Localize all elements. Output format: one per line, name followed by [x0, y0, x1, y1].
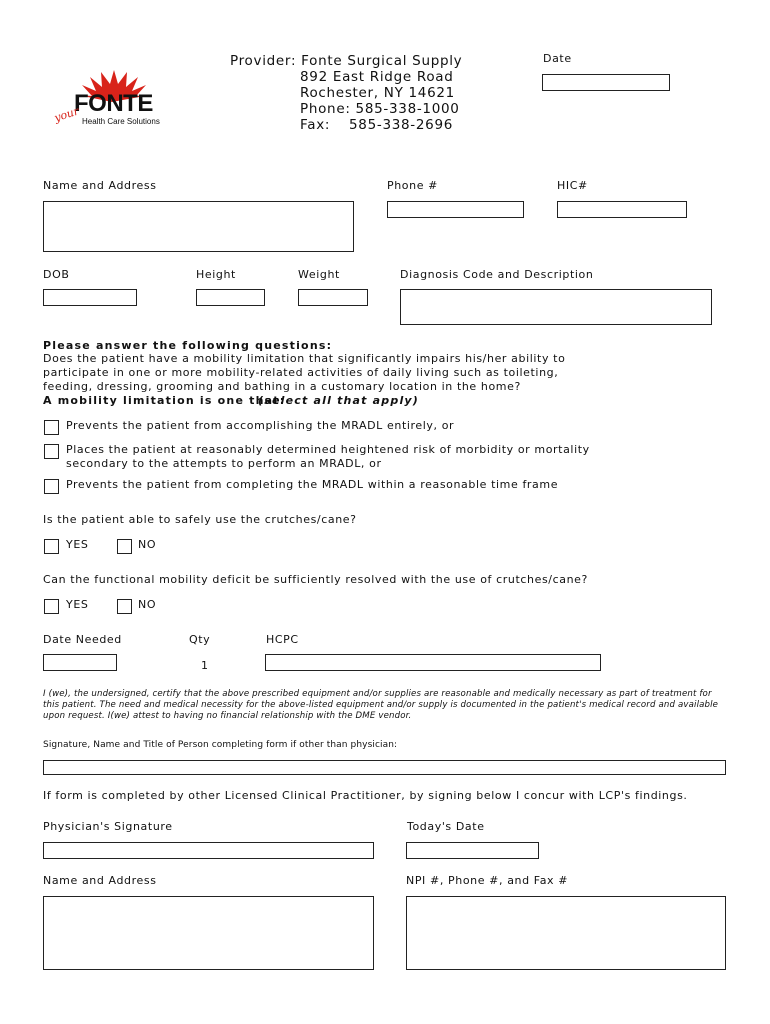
name-address-label: Name and Address [43, 179, 157, 192]
diagnosis-label: Diagnosis Code and Description [400, 268, 594, 281]
date-needed-label: Date Needed [43, 633, 122, 646]
height-label: Height [196, 268, 236, 281]
provider-fax-label: Fax: [300, 117, 331, 133]
npi-field[interactable] [406, 896, 726, 970]
date-label: Date [543, 52, 572, 65]
name-address-field[interactable] [43, 201, 354, 252]
q1-no-label: NO [138, 538, 157, 551]
lcp-note: If form is completed by other Licensed Clinical Practitioner, by signing below I concur with LCP's findings. [43, 789, 688, 802]
date-field[interactable] [542, 74, 670, 91]
date-needed-field[interactable] [43, 654, 117, 671]
option-3-text: Prevents the patient from completing the MRADL within a reasonable time frame [66, 478, 559, 491]
other-signature-field[interactable] [43, 760, 726, 775]
todays-date-field[interactable] [406, 842, 539, 859]
q1-yes-label: YES [66, 538, 89, 551]
q2-no-label: NO [138, 598, 157, 611]
hic-label: HIC# [557, 179, 588, 192]
physician-signature-field[interactable] [43, 842, 374, 859]
dob-field[interactable] [43, 289, 137, 306]
logo-script: your [52, 104, 81, 125]
q2-yes-checkbox[interactable] [44, 599, 59, 614]
physician-name-address-field[interactable] [43, 896, 374, 970]
provider-street: 892 East Ridge Road [300, 69, 454, 85]
todays-date-label: Today's Date [407, 820, 485, 833]
crutches-question: Is the patient able to safely use the crutches/cane? [43, 513, 357, 526]
logo-brand: FONTE [74, 90, 153, 117]
company-logo [52, 68, 177, 130]
weight-label: Weight [298, 268, 340, 281]
phone-field[interactable] [387, 201, 524, 218]
height-field[interactable] [196, 289, 265, 306]
npi-label: NPI #, Phone #, and Fax # [406, 874, 569, 887]
provider-fax-number: 585-338-2696 [349, 117, 454, 133]
select-note: (select all that apply) [258, 394, 420, 407]
physician-name-address-label: Name and Address [43, 874, 157, 887]
dob-label: DOB [43, 268, 70, 281]
limitation-label: A mobility limitation is one that: [43, 394, 286, 407]
hcpc-label: HCPC [266, 633, 299, 646]
deficit-question: Can the functional mobility deficit be sufficiently resolved with the use of crutches/cane? [43, 573, 588, 586]
provider-city: Rochester, NY 14621 [300, 85, 455, 101]
qty-value: 1 [201, 659, 209, 672]
option-1-checkbox[interactable] [44, 420, 59, 435]
diagnosis-field[interactable] [400, 289, 712, 325]
q1-no-checkbox[interactable] [117, 539, 132, 554]
option-2-text-cont: secondary to the attempts to perform an MRADL, or [66, 457, 382, 470]
mobility-question: Does the patient have a mobility limitation that significantly impairs his/her ability to participate in one or more mobility-related activities of daily living such as toileting, feeding, dressing, grooming and bathing in a customary location in the home? [43, 352, 566, 393]
option-2-text: Places the patient at reasonably determined heightened risk of morbidity or mortality [66, 443, 590, 456]
q2-yes-label: YES [66, 598, 89, 611]
hic-field[interactable] [557, 201, 687, 218]
certification-statement: I (we), the undersigned, certify that the above prescribed equipment and/or supplies are reasonable and medically necessary as part of treatment for this patient. The need and medical necessity for the above-listed equipment and/or supply is documented in the patient's medical record and available upon request. I(we) attest to having no financial relationship with the DME vendor. [43, 689, 719, 721]
option-2-checkbox[interactable] [44, 444, 59, 459]
other-signature-label: Signature, Name and Title of Person completing form if other than physician: [43, 740, 398, 750]
physician-signature-label: Physician's Signature [43, 820, 173, 833]
option-1-text: Prevents the patient from accomplishing the MRADL entirely, or [66, 419, 455, 432]
logo-tagline: Health Care Solutions [82, 117, 160, 126]
q1-yes-checkbox[interactable] [44, 539, 59, 554]
provider-name: Provider: Fonte Surgical Supply [230, 53, 463, 69]
questions-heading: Please answer the following questions: [43, 339, 333, 352]
qty-label: Qty [189, 633, 211, 646]
phone-label: Phone # [387, 179, 438, 192]
q2-no-checkbox[interactable] [117, 599, 132, 614]
option-3-checkbox[interactable] [44, 479, 59, 494]
provider-phone: Phone: 585-338-1000 [300, 101, 460, 117]
hcpc-field[interactable] [265, 654, 601, 671]
weight-field[interactable] [298, 289, 368, 306]
